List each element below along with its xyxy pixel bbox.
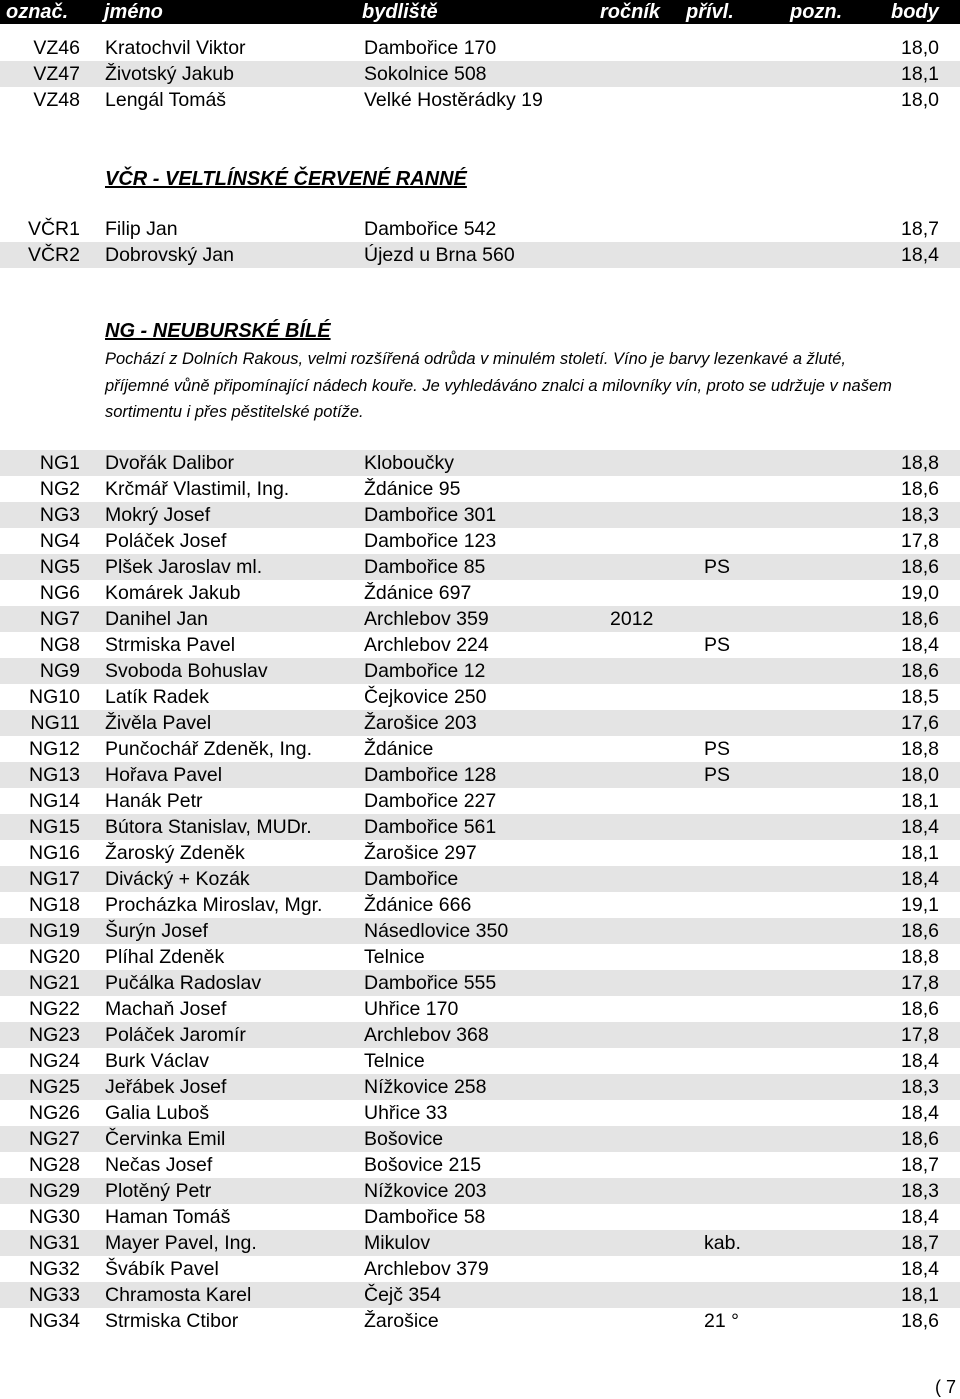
cell-name: Jeřábek Josef — [105, 1076, 227, 1098]
cell-points: 18,4 — [901, 1050, 939, 1072]
cell-points: 17,8 — [901, 972, 939, 994]
cell-code: NG28 — [29, 1154, 80, 1176]
header-code: označ. — [6, 1, 69, 23]
table-row — [0, 242, 960, 268]
table-row — [0, 450, 960, 476]
cell-address: Ždánice 666 — [364, 894, 472, 916]
table-row — [0, 1282, 960, 1308]
table-row — [0, 1256, 960, 1282]
table-top — [0, 35, 960, 113]
cell-address: Ždánice 697 — [364, 582, 472, 604]
table-row — [0, 1048, 960, 1074]
cell-points: 18,4 — [901, 634, 939, 656]
cell-code: NG27 — [29, 1128, 80, 1150]
cell-code: VČR2 — [27, 244, 80, 266]
cell-address: Telnice — [364, 946, 425, 968]
cell-name: Žaroský Zdeněk — [105, 842, 245, 864]
cell-name: Plíhal Zdeněk — [105, 946, 225, 968]
table-row — [0, 580, 960, 606]
cell-code: NG13 — [29, 764, 80, 786]
cell-code: NG12 — [29, 738, 80, 760]
cell-code: NG24 — [29, 1050, 80, 1072]
cell-address: Žarošice 297 — [364, 842, 477, 864]
cell-address: Dambořice 85 — [364, 556, 486, 578]
cell-address: Dambořice 555 — [364, 972, 497, 994]
cell-address: Telnice — [364, 1050, 425, 1072]
cell-name: Životský Jakub — [105, 63, 234, 85]
cell-address: Dambořice 58 — [364, 1206, 486, 1228]
cell-points: 18,1 — [901, 63, 939, 85]
table-row — [0, 918, 960, 944]
cell-address: Dambořice 542 — [364, 218, 497, 240]
cell-code: VZ48 — [33, 89, 80, 111]
cell-code: NG1 — [39, 452, 80, 474]
table-row — [0, 606, 960, 632]
table-row — [0, 866, 960, 892]
cell-code: NG15 — [29, 816, 80, 838]
cell-name: Hanák Petr — [105, 790, 203, 812]
cell-address: Násedlovice 350 — [364, 920, 509, 942]
cell-points: 18,3 — [901, 504, 939, 526]
cell-points: 18,6 — [901, 998, 939, 1020]
cell-code: NG4 — [39, 530, 80, 552]
cell-name: Strmiska Ctibor — [105, 1310, 239, 1332]
cell-name: Haman Tomáš — [105, 1206, 231, 1228]
table-row — [0, 528, 960, 554]
cell-code: NG29 — [29, 1180, 80, 1202]
table-row — [0, 658, 960, 684]
cell-name: Procházka Miroslav, Mgr. — [105, 894, 323, 916]
cell-code: NG34 — [29, 1310, 80, 1332]
cell-name: Bútora Stanislav, MUDr. — [105, 816, 312, 838]
cell-address: Dambořice 227 — [364, 790, 497, 812]
cell-points: 18,0 — [901, 37, 939, 59]
cell-name: Poláček Jaromír — [105, 1024, 246, 1046]
cell-name: Krčmář Vlastimil, Ing. — [105, 478, 290, 500]
table-row — [0, 476, 960, 502]
table-row — [0, 1230, 960, 1256]
cell-address: Dambořice — [364, 868, 459, 890]
cell-name: Latík Radek — [105, 686, 210, 708]
table-row — [0, 1152, 960, 1178]
cell-name: Poláček Josef — [105, 530, 227, 552]
cell-code: VZ47 — [33, 63, 80, 85]
cell-address: Nížkovice 203 — [364, 1180, 487, 1202]
cell-address: Uhřice 33 — [364, 1102, 448, 1124]
cell-code: VČR1 — [27, 218, 80, 240]
section-title-ng: NG - NEUBURSKÉ BÍLÉ — [105, 320, 331, 342]
cell-name: Červinka Emil — [105, 1128, 226, 1150]
cell-code: NG3 — [39, 504, 80, 526]
cell-points: 18,6 — [901, 556, 939, 578]
cell-code: NG32 — [29, 1258, 80, 1280]
cell-name: Hořava Pavel — [105, 764, 223, 786]
header-points: body — [891, 1, 939, 23]
cell-code: NG5 — [39, 556, 80, 578]
table-row — [0, 814, 960, 840]
cell-address: Ždánice 95 — [364, 478, 461, 500]
cell-points: 18,8 — [901, 738, 939, 760]
table-row — [0, 1178, 960, 1204]
table-row — [0, 87, 960, 113]
cell-address: Ždánice — [364, 738, 434, 760]
cell-points: 18,1 — [901, 842, 939, 864]
table-row — [0, 1074, 960, 1100]
cell-name: Komárek Jakub — [105, 582, 241, 604]
cell-code: NG22 — [29, 998, 80, 1020]
section-description-ng: Pochází z Dolních Rakous, velmi rozšířená odrůda v minulém století. Víno je barvy lezenkavé a žluté, příjemné vůně připomínající nádech kouře. Je vyhledáváno znalci a milovníky vín, proto se udržuje v našem sortimentu i přes pěstitelské potíže. — [105, 350, 892, 421]
cell-attachment: 21 ° — [704, 1310, 739, 1332]
cell-points: 18,6 — [901, 478, 939, 500]
cell-points: 18,7 — [901, 218, 939, 240]
table-row — [0, 996, 960, 1022]
cell-name: Dobrovský Jan — [105, 244, 234, 266]
cell-name: Burk Václav — [105, 1050, 210, 1072]
cell-name: Mokrý Josef — [105, 504, 211, 526]
cell-points: 18,4 — [901, 1206, 939, 1228]
cell-attachment: PS — [704, 556, 731, 578]
cell-code: NG14 — [29, 790, 80, 812]
cell-name: Kratochvil Viktor — [105, 37, 246, 59]
header-address: bydliště — [362, 1, 438, 23]
table-row — [0, 1204, 960, 1230]
cell-points: 18,3 — [901, 1180, 939, 1202]
cell-points: 18,6 — [901, 660, 939, 682]
cell-code: NG23 — [29, 1024, 80, 1046]
cell-attachment: PS — [704, 764, 731, 786]
header-name: jméno — [104, 1, 163, 23]
cell-points: 18,4 — [901, 1102, 939, 1124]
table-row — [0, 1308, 960, 1334]
cell-points: 18,8 — [901, 452, 939, 474]
table-row — [0, 502, 960, 528]
cell-name: Lengál Tomáš — [105, 89, 227, 111]
table-row — [0, 684, 960, 710]
cell-name: Nečas Josef — [105, 1154, 213, 1176]
cell-points: 18,8 — [901, 946, 939, 968]
cell-address: Žarošice 203 — [364, 712, 477, 734]
cell-code: NG9 — [39, 660, 80, 682]
cell-address: Dambořice 12 — [364, 660, 486, 682]
header-note: pozn. — [790, 1, 843, 23]
cell-address: Dambořice 123 — [364, 530, 497, 552]
cell-name: Filip Jan — [105, 218, 178, 240]
cell-address: Mikulov — [364, 1232, 431, 1254]
cell-address: Dambořice 128 — [364, 764, 497, 786]
cell-points: 18,6 — [901, 1310, 939, 1332]
cell-name: Šurýn Josef — [105, 920, 208, 942]
cell-name: Chramosta Karel — [105, 1284, 252, 1306]
cell-address: Dambořice 561 — [364, 816, 497, 838]
cell-code: NG25 — [29, 1076, 80, 1098]
cell-code: NG11 — [30, 712, 80, 734]
cell-code: NG18 — [29, 894, 80, 916]
cell-code: NG6 — [39, 582, 80, 604]
table-row — [0, 61, 960, 87]
table-row — [0, 554, 960, 580]
cell-code: NG33 — [29, 1284, 80, 1306]
cell-points: 17,8 — [901, 530, 939, 552]
cell-address: Bošovice — [364, 1128, 444, 1150]
cell-points: 18,4 — [901, 1258, 939, 1280]
table-row — [0, 1100, 960, 1126]
header-year: ročník — [600, 1, 661, 23]
cell-address: Archlebov 379 — [364, 1258, 489, 1280]
cell-name: Dvořák Dalibor — [105, 452, 234, 474]
cell-code: NG7 — [39, 608, 80, 630]
cell-points: 18,4 — [901, 868, 939, 890]
cell-points: 18,1 — [901, 790, 939, 812]
cell-points: 19,0 — [901, 582, 939, 604]
cell-code: NG10 — [29, 686, 80, 708]
cell-address: Dambořice 301 — [364, 504, 497, 526]
cell-points: 18,5 — [901, 686, 939, 708]
table-row — [0, 944, 960, 970]
cell-name: Galia Luboš — [105, 1102, 210, 1124]
cell-points: 18,6 — [901, 920, 939, 942]
cell-address: Kloboučky — [364, 452, 454, 474]
cell-name: Plotěný Petr — [105, 1180, 212, 1202]
cell-name: Švábík Pavel — [105, 1258, 219, 1280]
cell-points: 18,6 — [901, 1128, 939, 1150]
cell-points: 19,1 — [901, 894, 939, 916]
header-attachment: přívl. — [686, 1, 734, 23]
cell-points: 18,0 — [901, 89, 939, 111]
cell-points: 18,7 — [901, 1154, 939, 1176]
table-header — [0, 0, 960, 24]
cell-name: Danihel Jan — [105, 608, 208, 630]
cell-code: NG26 — [29, 1102, 80, 1124]
cell-address: Žarošice — [364, 1310, 439, 1332]
cell-code: NG16 — [29, 842, 80, 864]
cell-code: NG31 — [29, 1232, 80, 1254]
cell-address: Uhřice 170 — [364, 998, 459, 1020]
cell-name: Mayer Pavel, Ing. — [105, 1232, 257, 1254]
cell-name: Plšek Jaroslav ml. — [105, 556, 263, 578]
cell-address: Archlebov 368 — [364, 1024, 489, 1046]
cell-code: NG19 — [29, 920, 80, 942]
cell-attachment: PS — [704, 634, 731, 656]
cell-attachment: kab. — [704, 1232, 741, 1254]
cell-year: 2012 — [610, 608, 654, 630]
table-vcr — [0, 216, 960, 268]
table-row — [0, 736, 960, 762]
table-ng — [0, 450, 960, 1334]
table-row — [0, 1022, 960, 1048]
cell-address: Čejkovice 250 — [364, 686, 487, 708]
cell-points: 18,7 — [901, 1232, 939, 1254]
cell-points: 18,6 — [901, 608, 939, 630]
cell-code: NG2 — [39, 478, 80, 500]
cell-code: NG30 — [29, 1206, 80, 1228]
table-row — [0, 840, 960, 866]
cell-code: NG20 — [29, 946, 80, 968]
cell-attachment: PS — [704, 738, 731, 760]
section-title-vcr: VČR - VELTLÍNSKÉ ČERVENÉ RANNÉ — [105, 168, 467, 190]
cell-code: NG17 — [29, 868, 80, 890]
cell-name: Pučálka Radoslav — [105, 972, 262, 994]
cell-address: Velké Hostěrádky 19 — [364, 89, 543, 111]
cell-points: 18,4 — [901, 244, 939, 266]
cell-name: Punčochář Zdeněk, Ing. — [105, 738, 313, 760]
cell-name: Svoboda Bohuslav — [105, 660, 268, 682]
cell-name: Strmiska Pavel — [105, 634, 236, 656]
cell-name: Machaň Josef — [105, 998, 227, 1020]
cell-address: Dambořice 170 — [364, 37, 497, 59]
table-row — [0, 710, 960, 736]
cell-address: Čejč 354 — [364, 1284, 441, 1306]
cell-points: 18,1 — [901, 1284, 939, 1306]
table-row — [0, 1126, 960, 1152]
cell-address: Sokolnice 508 — [364, 63, 487, 85]
cell-address: Archlebov 359 — [364, 608, 489, 630]
cell-code: VZ46 — [33, 37, 80, 59]
cell-points: 18,4 — [901, 816, 939, 838]
cell-points: 18,0 — [901, 764, 939, 786]
cell-name: Divácký + Kozák — [105, 868, 250, 890]
cell-name: Živěla Pavel — [105, 712, 212, 734]
table-row — [0, 35, 960, 61]
cell-code: NG8 — [39, 634, 80, 656]
cell-address: Nížkovice 258 — [364, 1076, 487, 1098]
cell-points: 17,8 — [901, 1024, 939, 1046]
table-row — [0, 788, 960, 814]
table-row — [0, 632, 960, 658]
table-row — [0, 762, 960, 788]
table-row — [0, 892, 960, 918]
page-number: ( 7 — [934, 1377, 956, 1397]
cell-points: 18,3 — [901, 1076, 939, 1098]
cell-address: Archlebov 224 — [364, 634, 489, 656]
cell-address: Bošovice 215 — [364, 1154, 482, 1176]
cell-code: NG21 — [29, 972, 80, 994]
cell-points: 17,6 — [901, 712, 939, 734]
table-row — [0, 216, 960, 242]
table-row — [0, 970, 960, 996]
cell-address: Újezd u Brna 560 — [364, 244, 515, 266]
